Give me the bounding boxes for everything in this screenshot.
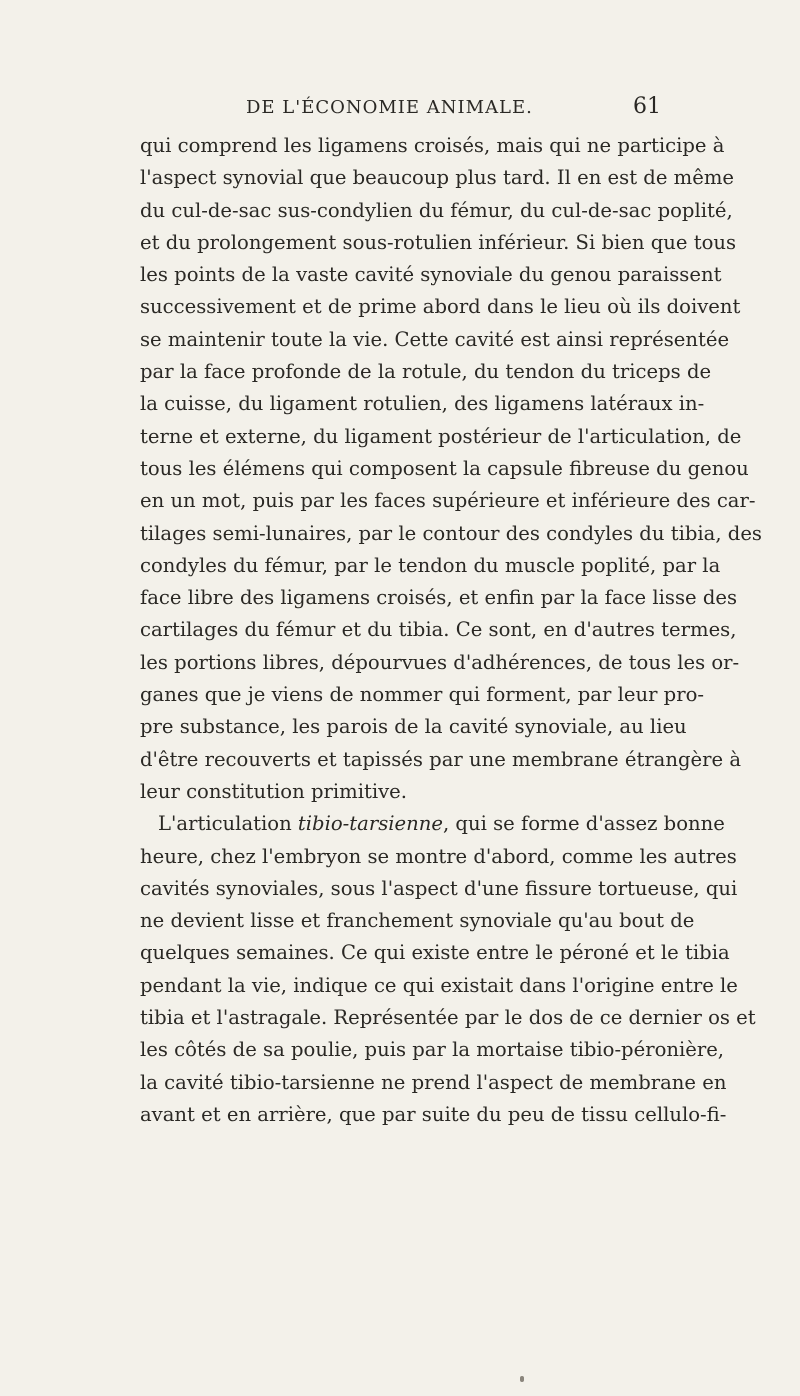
text-line: qui comprend les ligamens croisés, mais qui ne participe à [140,134,725,157]
text-line: du cul-de-sac sus-condylien du fémur, du cul-de-sac poplité, [140,198,733,222]
paragraph-2 [140,808,756,1131]
text-line [140,808,725,840]
text-line: cavités synoviales, sous l'aspect d'une fissure tortueuse, qui [140,876,738,900]
text-line: en un mot, puis par les faces supérieure et inférieure des car- [140,489,756,513]
text-line: terne et externe, du ligament postérieur de l'articulation, de [140,424,742,448]
text-line: successivement et de prime abord dans le lieu où ils doivent [140,295,741,319]
text-line: tous les élémens qui composent la capsule fibreuse du genou [140,456,749,480]
text-line: les portions libres, dépourvues d'adhérences, de tous les or- [140,650,740,674]
text-line: cartilages du fémur et du tibia. Ce sont, en d'autres termes, [140,618,737,642]
text-line: heure, chez l'embryon se montre d'abord, comme les autres [140,844,737,868]
text-line: condyles du fémur, par le tendon du muscle poplité, par la [140,553,721,577]
text-line: pendant la vie, indique ce qui existait dans l'origine entre le [140,973,738,997]
text-line: d'être recouverts et tapissés par une membrane étrangère à [140,747,741,771]
text-run: , qui se forme d'assez bonne [442,812,725,836]
running-title: DE L'ÉCONOMIE ANIMALE. [246,97,533,118]
paragraph-1 [140,130,762,808]
text-line: les côtés de sa poulie, puis par la mortaise tibio-péronière, [140,1038,725,1062]
running-head [246,94,661,123]
text-line: tibia et l'astragale. Représentée par le dos de ce dernier os et [140,1006,756,1030]
body-text [140,130,762,1131]
text-line: se maintenir toute la vie. Cette cavité est ainsi représentée [140,327,730,351]
text-line: tilages semi-lunaires, par le contour des condyles du tibia, des [140,521,762,545]
text-line: la cavité tibio-tarsienne ne prend l'aspect de membrane en [140,1070,727,1094]
text-line: face libre des ligamens croisés, et enfin par la face lisse des [140,586,738,610]
text-line: quelques semaines. Ce qui existe entre le péroné et le tibia [140,941,730,965]
text-line: la cuisse, du ligament rotulien, des ligamens latéraux in- [140,392,705,416]
text-line: leur constitution primitive. [140,779,407,803]
paper-speck [520,1376,524,1382]
text-line: pre substance, les parois de la cavité synoviale, au lieu [140,715,687,739]
text-line: avant et en arrière, que par suite du peu de tissu cellulo-fi- [140,1102,727,1126]
text-line: les points de la vaste cavité synoviale du genou paraissent [140,263,722,287]
page-number: 61 [633,94,661,119]
italic-term: tibio-tarsienne [297,812,443,836]
text-run: L'articulation [158,812,298,836]
text-line: ne devient lisse et franchement synoviale qu'au bout de [140,909,695,933]
text-line: par la face profonde de la rotule, du tendon du triceps de [140,360,712,384]
text-line: et du prolongement sous-rotulien inférieur. Si bien que tous [140,230,737,254]
text-line: ganes que je viens de nommer qui forment, par leur pro- [140,683,704,707]
text-line: l'aspect synovial que beaucoup plus tard. Il en est de même [140,166,735,190]
